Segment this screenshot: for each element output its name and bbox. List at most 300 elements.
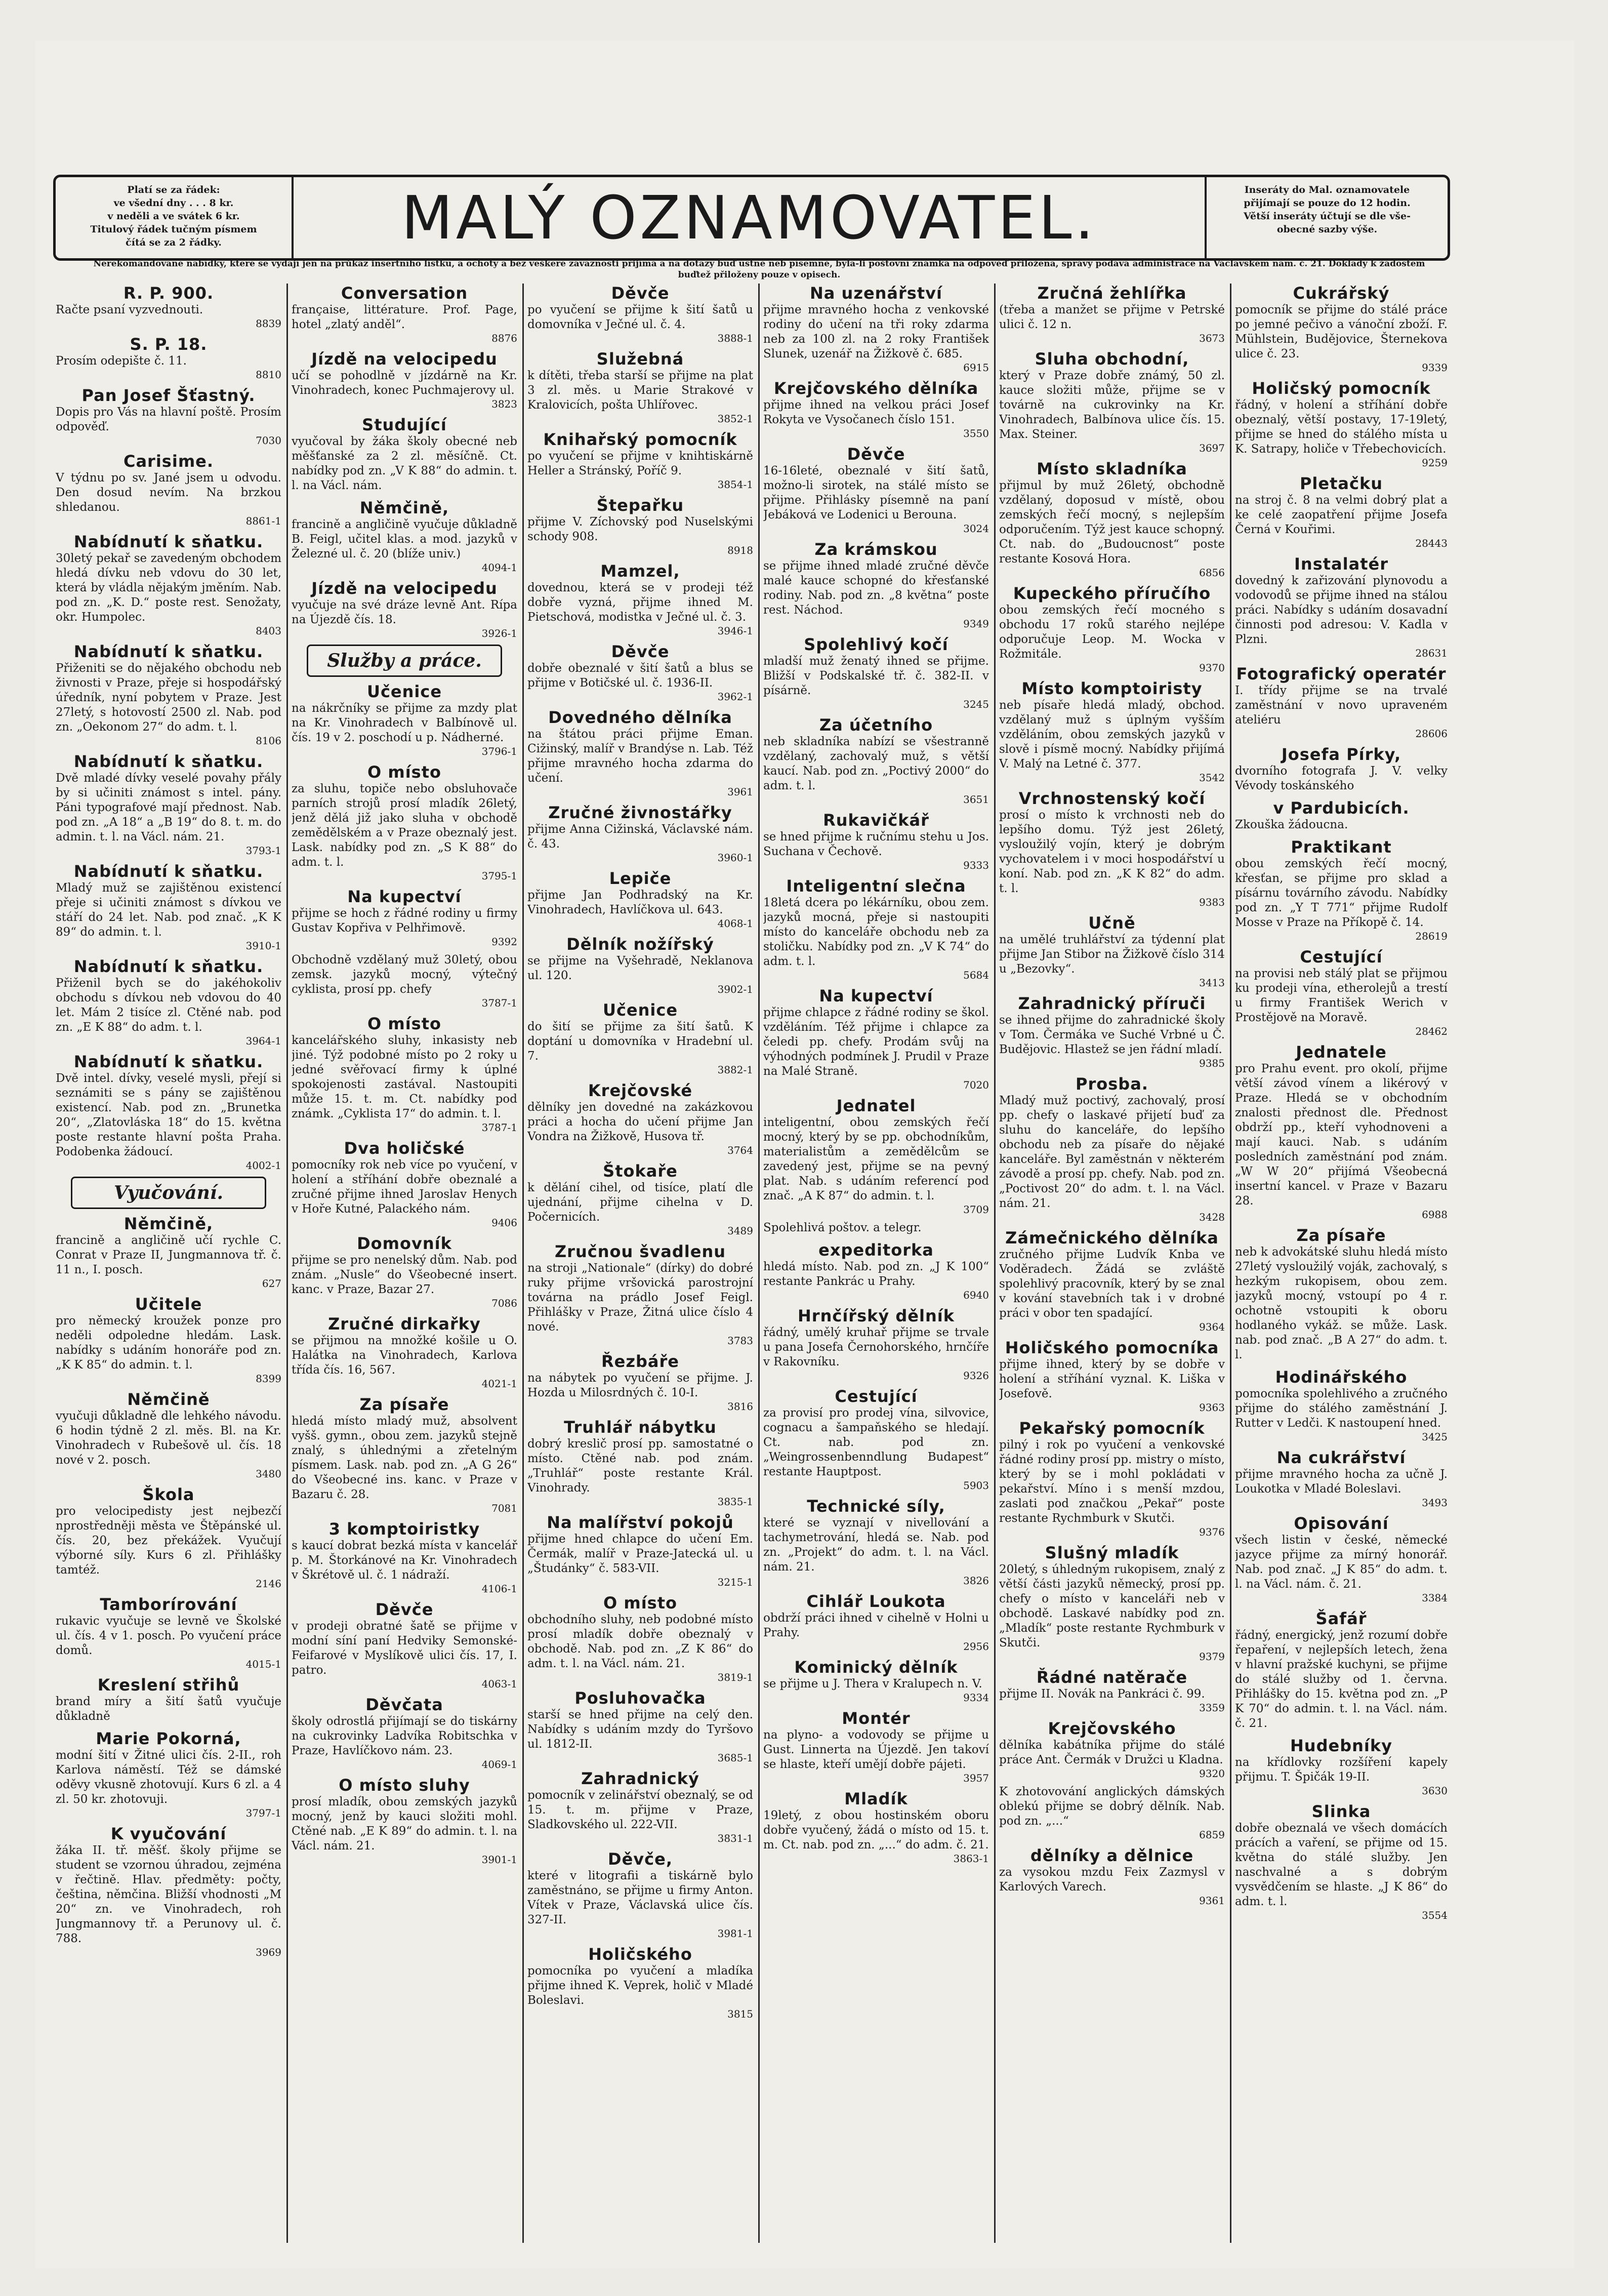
ad-body: 20letý, s úhledným rukopisem, znalý z větší části jazyků německý, prosí pp. chefy o místo v kanceláři neb v obchodě. Laskavé nabídky pod zn. „Mladík“ poste restante Rychmburk v Skutči. — [999, 1563, 1225, 1649]
classified-ad — [527, 1418, 753, 1508]
ad-reference-number: 3550 — [963, 427, 989, 439]
classified-ad — [56, 1052, 281, 1172]
ad-body: přijme se pro nenelský dům. Nab. pod znám. „Nusle“ do Všeobecné insert. kanc. v Praze, Bazar 27. — [292, 1254, 517, 1296]
ad-body: dobrý kreslič prosí pp. samostatné o místo. Ctěné nab. pod znám. „Truhlář“ poste restante Král. Vinohrady. — [527, 1437, 753, 1495]
ad-body: neb k advokátské sluhu hledá místo 27letý vysloužilý voják, zachovalý, s hezkým rukopisem, obou zem. jazyků mocný, vstoupí po 4 r. ochotně vstoupiti k oboru hodlaného vykáž. se může. Lask. nab. pod znač. „B A 27“ do adm. t. l. — [1235, 1245, 1448, 1361]
ad-reference-number: 9259 — [1422, 457, 1448, 469]
classified-ad — [292, 682, 517, 757]
ad-reference-number: 7020 — [963, 1079, 989, 1091]
ad-headline: Hudebníky — [1290, 1736, 1392, 1755]
ad-headline: Jednatel — [836, 1096, 916, 1115]
classified-ad — [527, 561, 753, 637]
ad-reference-number: 3215-1 — [717, 1576, 753, 1588]
classified-ad — [999, 1846, 1225, 1907]
classified-ad — [763, 1221, 989, 1235]
editorial-notice: Nerekomandované nabídky, které se vydají jen na průkaz insertního lístku, a ochoty a bez veškeré závaznosti přijímá a na dotazy buď ústně neb písemně, byla-li poštovní známka na odpověď přiložena, správy podává administrace na Václavském nám. č. 21. Doklady k žádostem buďtež přiloženy pouze v opisech. — [93, 259, 1425, 280]
classified-ad — [527, 1945, 753, 2020]
ad-body: neb písaře hledá mladý, obchod. vzdělaný muž s úplným vyšším vzděláním, obou zemských jazyků v slově i písmě mocný. Nabídky přijímá V. Malý na Letné č. 377. — [999, 699, 1225, 771]
classified-ad — [292, 887, 517, 948]
ad-reference-number: 9361 — [1199, 1895, 1225, 1907]
ad-headline: Za písaře — [359, 1395, 449, 1414]
ad-headline: Štokaře — [603, 1161, 678, 1181]
classified-ad — [527, 1593, 753, 1683]
ad-body: pro Prahu event. pro okolí, přijme větší závod vínem a likérový v Praze. Hledá se v obchodním znalosti přednost dle. Přednost obdrží pp., kteří vyhodnoveni a mají kauci. Nab. s udáním posledních zaměstnání pod znám. „W W 20“ přijímá Všeobecná insertní kancel. v Praze v Bazaru 28. — [1235, 1062, 1448, 1207]
ad-headline: Dva holičské — [344, 1139, 465, 1158]
classified-ad — [763, 876, 989, 981]
ad-headline: Řezbáře — [601, 1352, 679, 1371]
pricing-line: Titulový řádek tučným písmem — [90, 224, 257, 235]
ad-reference-number: 8399 — [256, 1373, 281, 1385]
ad-reference-number: 5903 — [963, 1479, 989, 1492]
ad-reference-number: 3783 — [727, 1335, 753, 1347]
ad-headline: O místo — [367, 762, 441, 782]
ad-headline: Technické síly, — [807, 1497, 945, 1516]
ad-headline: Krejčovského dělníka — [773, 379, 979, 398]
ad-body: po vyučení se přijme v knihtiskárně Heller a Stránský, Poříč 9. — [527, 450, 753, 477]
ad-headline: Truhlář nábytku — [564, 1418, 717, 1437]
classified-ad — [527, 1161, 753, 1237]
classified-ad — [1235, 284, 1448, 374]
ad-reference-number: 4015-1 — [245, 1658, 281, 1670]
classified-ad — [1235, 554, 1448, 659]
classified-ad — [1235, 798, 1448, 832]
ad-reference-number: 3888-1 — [717, 332, 753, 344]
ad-headline: Němčině, — [359, 498, 449, 517]
ad-headline: Opisování — [1294, 1514, 1389, 1533]
ad-reference-number: 3673 — [1199, 332, 1225, 344]
ad-headline: Mladík — [844, 1789, 908, 1808]
ad-body: Zkouška žádoucna. — [1235, 818, 1348, 831]
ad-headline: Zámečnického dělníka — [1005, 1228, 1219, 1247]
classified-ad — [763, 1658, 989, 1704]
ad-headline: Za účetního — [819, 715, 933, 735]
classified-ad — [56, 1295, 281, 1385]
ad-headline: Na malířství pokojů — [547, 1513, 734, 1532]
ad-body: přijme ihned, který by se dobře v holení a stříhání vyznal. K. Liška v Josefově. — [999, 1358, 1225, 1400]
ad-headline: Místo skladníka — [1037, 459, 1187, 478]
ad-headline: R. P. 900. — [123, 284, 214, 303]
ad-reference-number: 6988 — [1422, 1209, 1448, 1221]
classified-ad — [999, 349, 1225, 454]
classified-ad — [56, 284, 281, 330]
ad-headline: Spolehlivý kočí — [804, 635, 949, 654]
ad-column-6 — [1235, 284, 1448, 2248]
ad-reference-number: 28443 — [1415, 537, 1448, 549]
ad-columns — [56, 284, 1448, 2248]
classified-ad — [56, 1595, 281, 1670]
ad-headline: Na cukrářství — [1276, 1448, 1406, 1467]
classified-ad — [56, 386, 281, 447]
classified-ad — [1235, 1736, 1448, 1797]
ad-body: dobře obeznalá ve všech domácích prácích a vaření, se přijme od 15. května do stálé služby. Jen naschvalné a s dobrým vysvědčením se hlaste. „J K 86“ do adm. t. l. — [1235, 1822, 1448, 1908]
classified-ad — [292, 953, 517, 1009]
ad-body: za sluhu, topiče nebo obsluhovače parních strojů prosí mladík 26letý, jenž dělá již jako sluha v obchodě zemědělském a v Praze obeznalý jest. Lask. nabídky pod zn. „S K 88“ do adm. t. l. — [292, 782, 517, 869]
ad-headline: Posluhovačka — [574, 1688, 706, 1708]
classified-ad — [527, 869, 753, 930]
ad-body: na nákrčníky se přijme za mzdy plat na Kr. Vinohradech v Balbínově ul. čís. 19 v 2. poschodí u p. Nádherné. — [292, 702, 517, 744]
ad-body: v prodeji obratné šatě se přijme v modní síní paní Hedviky Semonské-Feifarové v Myslíkově ulici čís. 17, I. patro. — [292, 1620, 517, 1677]
pricing-line: čítá se za 2 řádky. — [126, 237, 222, 248]
ad-body: pomocníky rok neb více po vyučení, v holení a stříhání dobře obeznalé a zručné přijme ihned Jaroslav Henych v Hoře Kutné, Palackého nám. — [292, 1158, 517, 1216]
ad-body: hledá místo mladý muž, absolvent vyšš. gymn., obou zem. jazyků stejně znalý, s úhlednými a zřetelným písmem. Lask. nab. pod zn. „A G 26“ do Všeobecné ins. kanc. v Praze v Bazaru č. 28. — [292, 1415, 517, 1501]
classified-ad — [1235, 1448, 1448, 1509]
ad-headline: Pan Josef Šťastný. — [81, 386, 256, 405]
ad-body: pomocníka po vyučení a mladíka přijme ihned K. Veprek, holič v Mladé Boleslavi. — [527, 1964, 753, 2007]
ad-headline: Kreslení střihů — [97, 1675, 240, 1695]
ad-body: dovedný k zařizování plynovodu a vodovodů se přijme ihned na stálou práci. Nabídky s udáním dosavadní činnosti pod adresou: V. Kadla v Plzni. — [1235, 574, 1448, 646]
ad-reference-number: 9376 — [1199, 1526, 1225, 1538]
ad-body: Dvě mladé dívky veselé povahy přály by si učiniti známost s intel. pány. Páni typografové mají přednost. Nab. pod zn. „A 18“ a „B 19“ do 8. t. m. do admin. t. l. na Václ. nám. 21. — [56, 772, 281, 843]
ad-reference-number: 3384 — [1422, 1592, 1448, 1604]
ad-reference-number: 3480 — [256, 1468, 281, 1480]
ad-body: Mladý muž se zajištěnou existencí přeje si učiniti známost s dívkou ve stáří do 24 let. Nab. pod znač. „K K 89“ do admin. t. l. — [56, 881, 281, 939]
ad-reference-number: 3831-1 — [717, 1832, 753, 1844]
ad-headline: Děvče — [375, 1600, 434, 1619]
classified-ad — [999, 284, 1225, 344]
ad-reference-number: 3969 — [256, 1946, 281, 1958]
ad-body: pro velocipedisty jest nejbezčí nprostředněji města ve Štěpánské ul. čís. 20, bez překážek. Vyučují výborné síly. Kurs 6 zl. Přihlášky tamtéž. — [56, 1505, 281, 1577]
ad-body: V týdnu po sv. Jané jsem u odvodu. Den dosud nevím. Na brzkou shledanou. — [56, 471, 281, 514]
ad-reference-number: 3697 — [1199, 442, 1225, 454]
classified-ad — [527, 803, 753, 864]
classified-ad — [527, 935, 753, 995]
ad-headline: Na kupectví — [819, 986, 933, 1005]
ad-body: inteligentní, obou zemských řečí mocný, který by se pp. obchodníkům, materialistům a zemědělcům se zavedený jest, přijme se na pevný plat. Nab. s udáním referencí pod znač. „A K 87“ do admin. t. l. — [763, 1116, 989, 1202]
classified-ad — [763, 540, 989, 630]
classified-ad — [527, 430, 753, 491]
ad-body: 30letý pekař se zavedeným obchodem hledá dívku neb vdovu do 30 let, která by vládla nějakým jměním. Nab. pod zn. „K. D.“ poste rest. Senožaty, okr. Humpolec. — [56, 552, 281, 624]
ad-body: za provisí pro prodej vína, silvovice, cognacu a šampaňského se hledají. Ct. nab. pod zn. „Weingrossenbenndlung Budapest“ restante Hauptpost. — [763, 1406, 989, 1478]
ad-body: 18letá dcera po lékárníku, obou zem. jazyků mocná, přeje si nastoupiti místo do kanceláře obchodu neb za stoličku. Nabídky pod zn. „V K 74“ do adm. t. l. — [763, 896, 989, 968]
classified-ad — [527, 642, 753, 703]
ad-body: přijme mravného hocha z venkovské rodiny do učení na tři roky zdarma neb za 100 zl. na 2 roky František Slunek, uzenář na Žižkově č. 685. — [763, 303, 989, 360]
ad-reference-number: 3854-1 — [717, 478, 753, 491]
classified-ad — [763, 1306, 989, 1382]
ad-headline: Na uzenářství — [810, 284, 942, 303]
classified-ad — [763, 284, 989, 374]
ad-reference-number: 3957 — [963, 1772, 989, 1784]
classified-ad — [292, 1139, 517, 1229]
classified-ad — [292, 1014, 517, 1134]
classified-ad — [1235, 745, 1448, 793]
ad-reference-number: 8839 — [256, 317, 281, 330]
ad-body: starší se hned přijme na celý den. Nabídky s udáním mzdy do Tyršovo ul. 1812-II. — [527, 1708, 753, 1751]
classified-ad — [56, 1824, 281, 1958]
ad-headline: Lepiče — [609, 869, 672, 888]
pricing-info — [56, 177, 294, 258]
classified-ad — [999, 459, 1225, 579]
ad-reference-number: 3852-1 — [717, 413, 753, 425]
ad-reference-number: 3630 — [1422, 1785, 1448, 1797]
ad-headline: Carisime. — [123, 452, 214, 471]
ad-body: brand míry a šití šatů vyučuje důkladně — [56, 1695, 281, 1723]
classified-ad — [999, 1668, 1225, 1714]
ad-body: dobře obeznalé v šití šatů a blus se přijme v Botičské ul. č. 1936-II. — [527, 662, 753, 690]
ad-body: neb skladníka nabízí se všestranně vzdělaný, zachovalý muž, s větší kaucí. Nab. pod zn. „Poctivý 2000“ do adm. t. l. — [763, 735, 989, 792]
ad-body: kancelářského sluhy, inkasisty neb jiné. Týž podobné místo po 2 roky u jedné svěřovací firmy k úplné spokojenosti zastával. Nastoupiti může 15. t. m. Ct. nabídky pod známk. „Cyklista 17“ do admin. t. l. — [292, 1034, 517, 1120]
ad-body: žáka II. tř. měšť. školy přijme se student se vzornou úhradou, zejména v řečtině. Hlav. předměty: počty, čeština, němčina. Bližší vhodnosti „M 20“ zn. ve Vinohradech, roh Jungmannovy tř. a Perunovy ul. č. 788. — [56, 1844, 281, 1945]
pricing-line: v neděli a ve svátek 6 kr. — [107, 211, 240, 222]
classified-ad — [999, 1543, 1225, 1663]
ad-body: na křídlovky rozšíření kapely přijmu. T. Špičák 19-II. — [1235, 1756, 1448, 1784]
ad-headline: Nabídnutí k sňatku. — [73, 532, 264, 551]
ad-headline: Nabídnutí k sňatku. — [73, 1052, 264, 1071]
classified-ad — [292, 284, 517, 344]
classified-ad — [763, 811, 989, 871]
ad-reference-number: 9363 — [1199, 1401, 1225, 1414]
ad-body: s kaucí dobrat bezká místa v kancelář p. M. Štorkánové na Kr. Vinohradech v Škrétově ul. č. 1 nádraží. — [292, 1539, 517, 1582]
ad-headline: Sluha obchodní, — [1035, 349, 1189, 369]
ad-reference-number: 8106 — [256, 735, 281, 747]
ad-reference-number: 6915 — [963, 361, 989, 374]
ad-headline: Učenice — [602, 1000, 678, 1020]
ad-headline: Hrnčířský dělník — [798, 1306, 955, 1325]
ad-body: na nábytek po vyučení se přijme. J. Hozda u Milosrdných č. 10-I. — [527, 1372, 753, 1399]
ad-body: obou zemských řečí mocný, křesťan, se přijme pro sklad a písárnu továrního závodu. Nabídky pod zn. „Y T 771“ přijme Rudolf Mosse v Praze na Příkopě č. 14. — [1235, 857, 1448, 929]
classified-ad — [763, 1387, 989, 1492]
classified-ad — [527, 1849, 753, 1940]
ad-reference-number: 4106-1 — [481, 1583, 517, 1595]
insertion-line: Větší inseráty účtují se dle vše- — [1244, 211, 1411, 222]
classified-ad — [999, 994, 1225, 1069]
ad-reference-number: 3902-1 — [717, 983, 753, 995]
ad-body: přijme hned chlapce do učení Em. Čermák, malíř v Praze-Jatecká ul. u „Študánky“ č. 583-VII. — [527, 1533, 753, 1575]
ad-body: které v litografii a tiskárně bylo zaměstnáno, se přijme u firmy Anton. Vítek v Praze, Václavská ulice čís. 327-II. — [527, 1869, 753, 1926]
ad-reference-number: 3787-1 — [481, 997, 517, 1009]
classified-ad — [56, 862, 281, 952]
classified-ad — [999, 679, 1225, 784]
classified-ad — [1235, 1042, 1448, 1221]
classified-ad — [1235, 947, 1448, 1037]
ad-headline: Slušný mladík — [1045, 1543, 1179, 1562]
classified-ad — [56, 752, 281, 857]
ad-headline: Josefa Pírky, — [1281, 745, 1401, 764]
ad-body: přijmul by muž 26letý, obchodně vzdělaný, doposud v místě, obou zemských řečí mocný, s nejlepším odporučením. Týž jest kauce schopný. Ct. nab. do „Budoucnost“ poste restante Kosová Hora. — [999, 479, 1225, 566]
ad-headline: Tamborírování — [100, 1595, 237, 1614]
ad-body: obdrží práci ihned v cihelně v Holni u Prahy. — [763, 1612, 989, 1639]
ad-reference-number: 8876 — [491, 332, 517, 344]
classified-ad — [763, 1592, 989, 1653]
ad-headline: Cihlář Loukota — [806, 1592, 946, 1611]
ad-reference-number: 9349 — [963, 618, 989, 630]
ad-headline: Za písaře — [1296, 1226, 1386, 1245]
classified-ad — [527, 1769, 753, 1844]
ad-body: Račte psaní vyzvednouti. — [56, 303, 203, 316]
ad-headline: Holičského pomocníka — [1005, 1338, 1219, 1357]
ad-body: Přiženiti se do nějakého obchodu neb živnosti v Praze, přeje si hospodářský úředník, nyní pobytem v Praze. Jest 27letý, s hotovostí 2500 zl. Nab. pod zn. „Oekonom 27“ do adm. t. l. — [56, 662, 281, 734]
ad-body: pro německý kroužek ponze pro neděli odpoledne hledám. Lask. nabídky s udáním honoráře pod zn. „K K 85“ do admin. t. l. — [56, 1314, 281, 1372]
ad-reference-number: 3823 — [491, 398, 517, 410]
ad-body: se přijme ihned mladé zručné děvče malé kauce schopné do křesťanské rodiny. Nab. pod zn. „8 května“ poste rest. Náchod. — [763, 559, 989, 617]
ad-headline: Řádné natěrače — [1036, 1668, 1188, 1687]
ad-reference-number: 9320 — [1199, 1767, 1225, 1780]
ad-body: přijme chlapce z řádné rodiny se škol. vzděláním. Též přijme i chlapce za čeledi pp. chefy. Prodám svůj na výhodných podmínek J. Prudil v Praze na Malé Straně. — [763, 1006, 989, 1078]
ad-headline: Děvče, — [608, 1849, 673, 1869]
ad-body: do šití se přijme za šití šatů. K doptání u domovníka v Hradební ul. 7. — [527, 1020, 753, 1063]
classified-ad — [527, 1513, 753, 1588]
ad-headline: Děvče — [847, 445, 905, 464]
ad-body: na provisi neb stálý plat se přijmou ku prodeji vína, etherolejů a trestí u firmy František Werich v Prostějově na Moravě. — [1235, 967, 1448, 1024]
ad-body: řádný, energický, jenž rozumí dobře řepaření, v nejlepších letech, žena v hlavní pražské kuchyni, se přijme do stálé služby od 1. června. Přihlášky do 15. května pod zn. „P K 70“ do admin. t. l. na Václ. nám. č. 21. — [1235, 1629, 1448, 1730]
ad-reference-number: 3981-1 — [717, 1927, 753, 1940]
ad-reference-number: 3425 — [1422, 1431, 1448, 1443]
ad-headline: Na kupectví — [347, 887, 462, 906]
ad-reference-number: 3685-1 — [717, 1752, 753, 1764]
ad-body: Obchodně vzdělaný muž 30letý, obou zemsk. jazyků mocný, výtečný cyklista, prosí pp. chefy — [292, 953, 517, 996]
ad-body: se přijme na Vyšehradě, Neklanova ul. 120. — [527, 954, 753, 982]
ad-reference-number: 6859 — [1199, 1829, 1225, 1841]
classified-ad — [56, 1729, 281, 1819]
classified-ad — [292, 1395, 517, 1514]
ad-body: k dítěti, třeba starší se přijme na plat 3 zl. měs. u Marie Strakové v Kralovicích, pošta Uhlířovec. — [527, 369, 753, 412]
ad-reference-number: 3413 — [1199, 977, 1225, 989]
ad-reference-number: 3835-1 — [717, 1496, 753, 1508]
ad-column-1 — [56, 284, 281, 2248]
ad-body: pilný i rok po vyučení a venkovské řádné rodiny prosí pp. mistry o místo, který by se i mohl pokládati v pekařství. Míno i s menší mzdou, zaslati pod značkou „Pekař“ poste restante Rychmburk v Skutči. — [999, 1438, 1225, 1525]
classified-ad — [1235, 379, 1448, 469]
ad-column-2 — [292, 284, 517, 2248]
classified-ad — [763, 715, 989, 805]
classified-ad — [292, 415, 517, 493]
classified-ad — [527, 708, 753, 798]
ad-reference-number: 4021-1 — [481, 1378, 517, 1390]
ad-body: řádný, umělý kruhař přijme se trvale u pana Josefa Černohorského, hrnčíře v Rakovníku. — [763, 1326, 989, 1368]
ad-headline: Služebná — [596, 349, 684, 369]
classified-ad — [763, 445, 989, 535]
ad-headline: Zručná žehlířka — [1037, 284, 1187, 303]
ad-body: k dělání cihel, od tisíce, platí dle ujednání, přijme cihelna v D. Počernicích. — [527, 1181, 753, 1224]
ad-reference-number: 9326 — [963, 1369, 989, 1382]
ad-reference-number: 9333 — [963, 859, 989, 871]
ad-body: přijme mravného hocha za učně J. Loukotka v Mladé Boleslavi. — [1235, 1468, 1448, 1496]
ad-body: všech listin v české, německé jazyce přijme za mírný honorář. Nab. pod znač. „J K 85“ do adm. t. l. na Václ. nám. č. 21. — [1235, 1534, 1448, 1591]
column-rule — [522, 284, 524, 2243]
ad-reference-number: 3882-1 — [717, 1064, 753, 1076]
ad-headline: Škola — [142, 1485, 195, 1504]
ad-reference-number: 3796-1 — [481, 745, 517, 757]
ad-body: přijme II. Novák na Pankráci č. 99. — [999, 1687, 1205, 1701]
ad-reference-number: 3819-1 — [717, 1671, 753, 1683]
ad-headline: O místo sluhy — [339, 1776, 470, 1795]
ad-reference-number: 2956 — [963, 1640, 989, 1653]
ad-headline: Nabídnutí k sňatku. — [73, 752, 264, 771]
ad-reference-number: 4094-1 — [481, 561, 517, 574]
ad-reference-number: 3764 — [727, 1144, 753, 1156]
ad-headline: Instalatér — [1294, 554, 1388, 574]
ad-headline: Děvčata — [365, 1695, 443, 1714]
classified-ad — [999, 789, 1225, 908]
ad-column-3 — [527, 284, 753, 2248]
ad-reference-number: 3797-1 — [245, 1807, 281, 1819]
ad-headline: Zručné dirkařky — [328, 1314, 481, 1334]
ad-headline: 3 komptoiristky — [328, 1519, 480, 1539]
ad-reference-number: 3962-1 — [717, 691, 753, 703]
ad-body: na umělé truhlářství za týdenní plat přijme Jan Stibor na Žižkově číslo 314 u „Bezovky“. — [999, 933, 1225, 976]
ad-headline: O místo — [367, 1014, 441, 1033]
ad-reference-number: 28462 — [1415, 1025, 1448, 1037]
ad-reference-number: 7030 — [256, 434, 281, 447]
ad-reference-number: 3926-1 — [481, 627, 517, 639]
ad-body: přijme Jan Podhradský na Kr. Vinohradech, Havlíčkova ul. 643. — [527, 889, 753, 916]
ad-reference-number: 6940 — [963, 1289, 989, 1301]
ad-reference-number: 28631 — [1415, 647, 1448, 659]
ad-body: obchodního sluhy, neb podobné místo prosí mladík dobře obeznalý v obchodě. Nab. pod zn. „Z K 86“ do adm. t. l. na Václ. nám. 21. — [527, 1613, 753, 1670]
ad-body: vyučuje na své dráze levně Ant. Rípa na Újezdě čís. 18. — [292, 598, 517, 626]
ad-reference-number: 9339 — [1422, 361, 1448, 374]
ad-reference-number: 3709 — [963, 1203, 989, 1216]
ad-headline: Inteligentní slečna — [786, 876, 966, 896]
classified-ad — [999, 584, 1225, 674]
ad-headline: Zručnou švadlenu — [554, 1242, 726, 1261]
ad-body: se přijmou na množké košile u O. Halátka na Vinohradech, Karlova třída čís. 16, 567. — [292, 1334, 517, 1377]
ad-body: hledá místo. Nab. pod zn. „J K 100“ restante Pankrác u Prahy. — [763, 1260, 989, 1288]
ad-reference-number: 7081 — [491, 1502, 517, 1514]
classified-ad — [527, 284, 753, 344]
ad-body: školy odrostlá přijímají se do tiskárny na cukrovinky Ladvíka Robitschka v Praze, Havlíčkovo nám. 23. — [292, 1715, 517, 1757]
ad-body: Dvě intel. dívky, veselé mysli, přejí si seznámiti se s pány se zajištěnou existencí. Nab. pod zn. „Brunetka 20“, „Zlatovláska 18“ do 15. května poste restante hlavní pošta Praha. Podobenka žádoucí. — [56, 1072, 281, 1158]
ad-body: Přiženil bych se do jakéhokoliv obchodu s dívkou neb vdovou do 40 let. Mám 2 tisíce zl. Ctěné nab. pod zn. „E K 88“ do adm. t. l. — [56, 977, 281, 1034]
ad-headline: Montér — [842, 1709, 911, 1728]
ad-headline: O místo — [603, 1593, 677, 1613]
column-rule — [286, 284, 288, 2243]
ad-headline: Učenice — [366, 682, 442, 701]
classified-ad — [1235, 1802, 1448, 1921]
classified-ad — [292, 1234, 517, 1309]
classified-ad — [292, 762, 517, 882]
classified-ad — [763, 379, 989, 439]
ad-reference-number: 8861-1 — [245, 515, 281, 527]
ad-reference-number: 3245 — [963, 698, 989, 710]
classified-ad — [999, 1074, 1225, 1223]
ad-headline: Nabídnutí k sňatku. — [73, 642, 264, 661]
masthead — [53, 175, 1450, 261]
classified-ad — [763, 1709, 989, 1784]
ad-headline: Fotografický operatér — [1236, 664, 1447, 683]
insertion-line: Inseráty do Mal. oznamovatele — [1244, 184, 1410, 195]
ad-reference-number: 2146 — [256, 1578, 281, 1590]
ad-body: na stroj č. 8 na velmi dobrý plat a ke celé zaopatření přijme Josefa Černá v Kouřimi. — [1235, 494, 1448, 536]
ad-reference-number: 627 — [262, 1277, 281, 1290]
ad-body: rukavic vyučuje se levně ve Školské ul. čís. 4 v 1. posch. Po vyučení práce domů. — [56, 1615, 281, 1657]
ad-reference-number: 3489 — [727, 1225, 753, 1237]
ad-column-4 — [763, 284, 989, 2248]
ad-body: française, littérature. Prof. Page, hotel „zlatý anděl“. — [292, 303, 517, 331]
classified-ad — [527, 496, 753, 556]
ad-headline: Němčině, — [123, 1214, 214, 1233]
classified-ad — [999, 1419, 1225, 1538]
ad-headline: Cukrářský — [1293, 284, 1390, 303]
ad-headline: Zahradnický příruči — [1018, 994, 1206, 1013]
ad-reference-number: 8810 — [256, 369, 281, 381]
classified-ad — [56, 1214, 281, 1290]
ad-body: francině a angličině učí rychle C. Conrat v Praze II, Jungmannova tř. č. 11 n., I. posch. — [56, 1234, 281, 1276]
classified-ad — [292, 1600, 517, 1690]
ad-reference-number: 9379 — [1199, 1650, 1225, 1663]
classified-ad — [56, 642, 281, 747]
ad-reference-number: 5684 — [963, 969, 989, 981]
ad-reference-number: 3787-1 — [481, 1121, 517, 1134]
classified-ad — [56, 957, 281, 1047]
ad-reference-number: 9370 — [1199, 662, 1225, 674]
ad-reference-number: 3964-1 — [245, 1035, 281, 1047]
ad-reference-number: 3826 — [963, 1575, 989, 1587]
ad-body: Mladý muž poctivý, zachovalý, prosí pp. chefy o laskavé přijetí buď za sluhu do kanceláře, do lepšího obchodu neb za písaře do nějaké kanceláře. Byl zaměstnán v některém závodě a prosí pp. chefy. Nab. pod zn. „Poctivost 20“ do adm. t. l. na Václ. nám. 21. — [999, 1094, 1225, 1210]
classified-ad — [56, 1390, 281, 1480]
ad-reference-number: 9392 — [491, 936, 517, 948]
column-rule — [758, 284, 760, 2243]
classified-ad — [1235, 1609, 1448, 1731]
column-rule — [1230, 284, 1231, 2243]
